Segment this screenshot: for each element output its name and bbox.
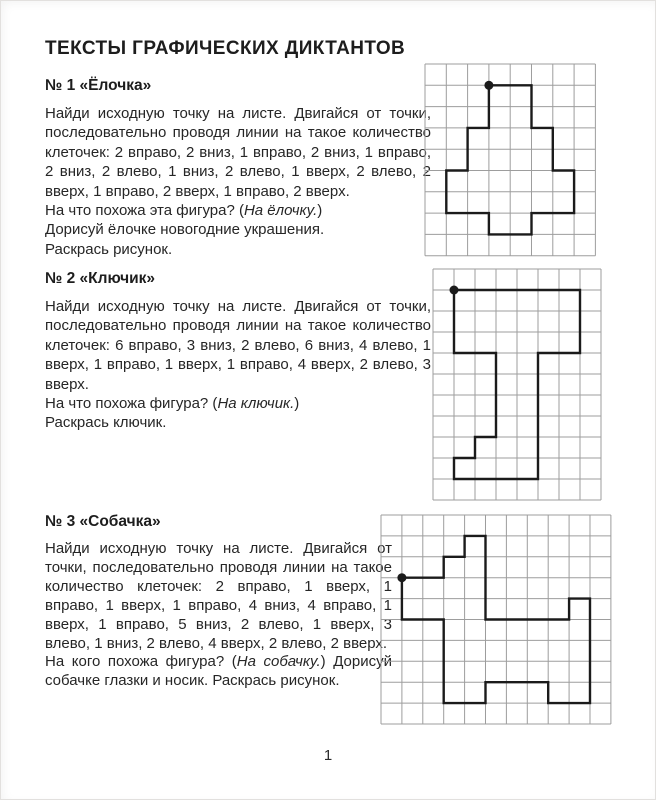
question-text: На что похожа эта фигура? ( <box>45 202 244 220</box>
exercise-1-heading: № 1 «Ёлочка» <box>45 77 152 94</box>
exercise-3-instructions: Найди исходную точку на листе. Двигайся от точки, последовательно проводя линии на такое количество клеточек: 2 вправо, 1 вверх, 1 вправо, 1 вверх, 1 вправо, 4 вниз, 4 вправо, 1 вверх, 1 вправо, 5 вниз, 2 влево, 1 вверх, 3 влево, 1 вниз, 2 влево, 4 вверх, 2 влево, 2 вверх. <box>45 540 392 652</box>
exercise-2-heading: № 2 «Ключик» <box>45 270 155 287</box>
exercise-2-task: Раскрась ключик. <box>45 414 167 432</box>
page-number: 1 <box>323 747 333 764</box>
question-answer: На ёлочку. <box>243 202 318 220</box>
question-text: На кого похожа фигура? ( <box>45 653 237 671</box>
exercise-3-question <box>45 653 392 691</box>
exercise-1-task: Раскрась рисунок. <box>45 240 173 258</box>
exercise-1-question <box>45 201 431 220</box>
exercise-1-instructions: Найди исходную точку на листе. Двигайся от точки, последовательно проводя линии на такое количество клеточек: 2 вправо, 2 вниз, 1 вправо, 2 вниз, 1 вправо, 2 вниз, 2 влево, 1 вниз, 2 влево, 1 вверх, 2 влево, 2 вверх, 1 вправо, 2 вверх, 1 вправо, 2 вверх. <box>45 105 431 200</box>
question-answer: На собачку. <box>236 653 321 671</box>
question-answer: На ключик. <box>217 395 295 413</box>
start-point-dot <box>397 573 406 582</box>
exercise-3-heading: № 3 «Собачка» <box>45 513 161 530</box>
exercise-2-question <box>45 394 431 413</box>
question-close: ) <box>294 395 300 413</box>
dictation-grid-sobachka <box>379 513 613 726</box>
exercise-elochka <box>45 77 431 259</box>
dictation-grid-elochka <box>423 62 597 258</box>
exercise-1-task: Дорисуй ёлочке новогодние украшения. <box>45 221 325 239</box>
exercise-sobachka <box>45 513 392 691</box>
start-point-dot <box>450 286 459 295</box>
exercise-2-instructions: Найди исходную точку на листе. Двигайся от точки, последовательно проводя линии на такое количество клеточек: 6 вправо, 3 вниз, 2 влево, 6 вниз, 4 влево, 1 вверх, 1 вправо, 1 вверх, 1 вправо, 4 вверх, 2 влево, 3 вверх. <box>45 298 431 393</box>
question-text: На что похожа фигура? ( <box>45 395 218 413</box>
exercise-kluchik <box>45 270 431 433</box>
page-title: ТЕКСТЫ ГРАФИЧЕСКИХ ДИКТАНТОВ <box>45 38 406 59</box>
dictation-grid-kluchik <box>431 267 603 502</box>
question-close-and-task: ) Дорисуй собачке глазки и носик. Раскрась рисунок. <box>45 653 392 690</box>
start-point-dot <box>484 81 493 90</box>
question-close: ) <box>317 202 323 220</box>
